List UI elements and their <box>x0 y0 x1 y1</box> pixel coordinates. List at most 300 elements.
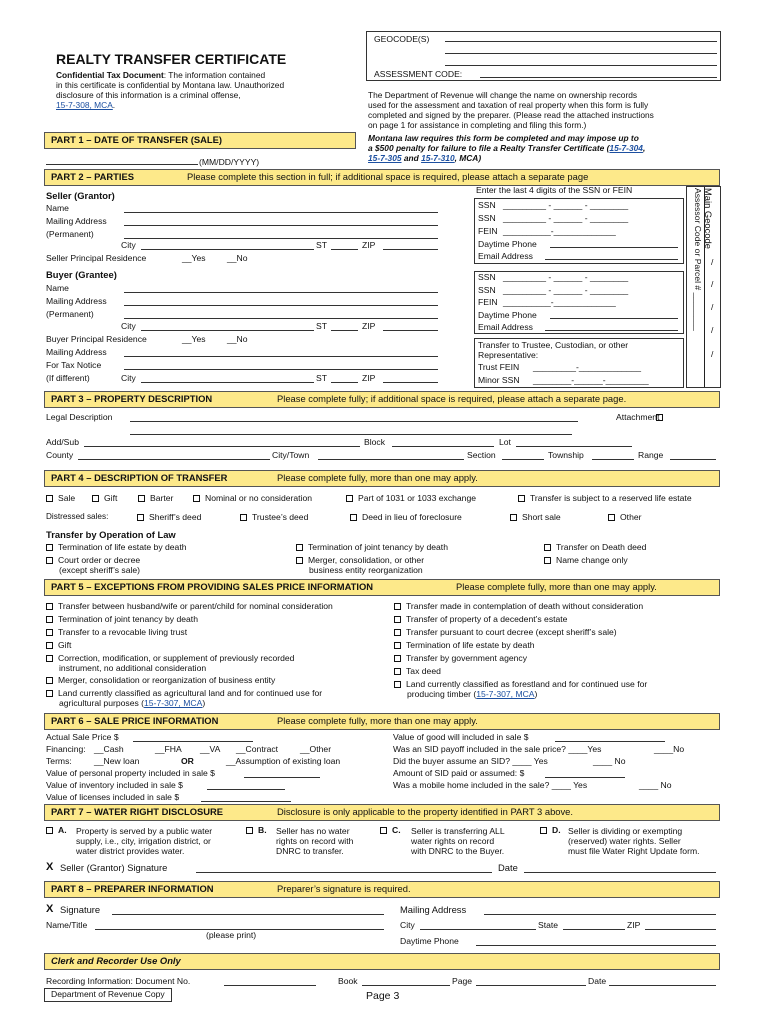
assessment-code-label: ASSESSMENT CODE: <box>374 69 463 79</box>
geocode-slash-5: / <box>711 349 714 359</box>
trustees-deed-option[interactable] <box>240 513 308 523</box>
distressed-sales-label: Distressed sales: <box>46 512 109 521</box>
preparer-state-label: State <box>538 920 559 930</box>
part6-header <box>44 713 720 730</box>
ex-decedent-estate-label: Transfer of property of a decedent’s estate <box>406 614 568 624</box>
block-field[interactable] <box>392 446 494 447</box>
op-merger-note: business entity reorganization <box>309 565 423 575</box>
preparer-city-field[interactable] <box>420 929 536 930</box>
op-tod-deed-label: Transfer on Death deed <box>556 542 647 552</box>
geocode-line-3[interactable] <box>445 65 717 66</box>
buyer-st-field[interactable] <box>331 330 358 331</box>
part2-header <box>44 169 720 186</box>
transfer-gift-option[interactable] <box>92 494 117 504</box>
statute-link-307-forest[interactable]: 15-7-307, MCA <box>476 689 535 699</box>
dor-text-1: The Department of Revenue will change the name on ownership records <box>368 90 638 100</box>
tax-st-field[interactable] <box>331 382 358 383</box>
mobile-home-label[interactable]: Was a mobile home included in the sale? ____ Yes <box>393 780 588 790</box>
op-name-change-option[interactable] <box>544 556 628 566</box>
water-d-letter: D. <box>552 825 561 835</box>
op-court-order-note: (except sheriff’s sale) <box>59 565 141 575</box>
clerk-date-field[interactable] <box>609 985 716 986</box>
other-distressed-label: Other <box>620 512 642 522</box>
personal-property-label: Value of personal property included in sale $ <box>46 768 215 778</box>
buyer-residence-yes[interactable]: __Yes <box>182 334 206 344</box>
part6-note: Please complete fully, more than one may apply. <box>277 715 478 726</box>
transfer-sale-option[interactable] <box>46 494 75 504</box>
water-b-letter: B. <box>258 825 267 835</box>
goodwill-label: Value of good will included in sale $ <box>393 732 529 742</box>
confidential-text-2: in this certificate is confidential by Montana law. Unauthorized <box>56 80 285 90</box>
recording-info-label: Recording Information: Document No. <box>46 976 191 986</box>
buyer-st-label: ST <box>316 321 327 331</box>
short-sale-label: Short sale <box>522 512 561 522</box>
mt-law-text-1: Montana law requires this form be completed and may impose up to <box>368 133 639 143</box>
geocode-slash-1: / <box>711 257 714 267</box>
legal-description-field-2[interactable] <box>130 434 572 435</box>
seller-name-label: Name <box>46 203 69 213</box>
attachment-checkbox[interactable] <box>656 413 668 423</box>
seller-city-field[interactable] <box>141 249 314 250</box>
water-d-line: must file Water Right Update form. <box>568 846 700 856</box>
county-field[interactable] <box>78 459 270 460</box>
township-label: Township <box>548 450 584 460</box>
seller-mailing-label: Mailing Address <box>46 216 107 226</box>
water-c-line: with DNRC to the Buyer. <box>411 846 505 856</box>
ex-court-decree-label: Transfer pursuant to court decree (except sheriff’s sale) <box>406 627 617 637</box>
statute-link-310[interactable]: 15-7-310 <box>421 153 455 163</box>
ex-tax-deed-option[interactable] <box>394 667 441 677</box>
water-d-option[interactable] <box>540 826 561 836</box>
date-format-label: (MM/DD/YYYY) <box>199 157 260 167</box>
op-joint-tenancy-option[interactable] <box>296 543 448 553</box>
ex-agricultural-note-text: agricultural purposes ( <box>59 698 145 708</box>
terms-or-label: OR <box>181 756 194 766</box>
deed-in-lieu-option[interactable] <box>350 513 462 523</box>
buyer-residence-label: Buyer Principal Residence <box>46 334 147 344</box>
transfer-life-estate-label: Transfer is subject to a reserved life estate <box>530 493 692 503</box>
assessment-code-field[interactable] <box>480 77 717 78</box>
statute-link-305[interactable]: 15-7-305 <box>368 153 402 163</box>
sid-payoff-label[interactable]: Was an SID payoff included in the sale price? ____Yes <box>393 744 602 754</box>
seller-sig-label: Seller (Grantor) Signature <box>60 862 168 873</box>
part5-note: Please complete fully, more than one may apply. <box>456 581 657 592</box>
buyer-permanent-label: (Permanent) <box>46 309 94 319</box>
part4-title: PART 4 – DESCRIPTION OF TRANSFER <box>51 472 228 483</box>
preparer-zip-field[interactable] <box>645 929 716 930</box>
page-number: Page 3 <box>366 990 400 1002</box>
buyer-ssn2-label: SSN <box>478 285 496 295</box>
tax-mailing-field-2[interactable] <box>124 369 438 370</box>
statute-link-307-ag[interactable]: 15-7-307, MCA <box>144 698 203 708</box>
actual-price-label: Actual Sale Price $ <box>46 732 119 742</box>
trustees-deed-label: Trustee’s deed <box>252 512 309 522</box>
water-d-text <box>568 826 700 856</box>
addsub-label: Add/Sub <box>46 437 79 447</box>
sid-payoff-no[interactable]: ____No <box>654 744 685 754</box>
transfer-date-field[interactable] <box>46 164 198 165</box>
ex-joint-tenancy-option[interactable] <box>46 615 198 625</box>
preparer-phone-field[interactable] <box>476 945 716 946</box>
terms-label: Terms: <box>46 756 72 766</box>
buyer-email-field[interactable] <box>545 330 678 331</box>
county-label: County <box>46 450 74 460</box>
water-b-option[interactable] <box>246 826 267 836</box>
part7-header <box>44 804 720 821</box>
tax-city-field[interactable] <box>141 382 314 383</box>
water-c-line: water rights on record <box>411 836 495 846</box>
seller-signature-field[interactable] <box>196 872 492 873</box>
ex-gift-label: Gift <box>58 640 72 650</box>
transfer-nominal-option[interactable] <box>193 494 312 504</box>
water-b-text <box>276 826 353 856</box>
confidential-notice: Confidential Tax Document: The information contained in this certificate is confidential by Montana law. Unauthorized disclosure of this information is a criminal offense, 15-7-308, MCA. <box>56 70 285 110</box>
ex-forestland-note-text: producing timber ( <box>407 689 477 699</box>
seller-email-label: Email Address <box>478 251 533 261</box>
minor-ssn-label: Minor SSN <box>478 375 520 385</box>
seller-mailing-field-2[interactable] <box>124 238 438 239</box>
ex-merger-label: Merger, consolidation or reorganization of business entity <box>58 675 276 685</box>
dor-text-2: used for the assessment and taxation of real property when this form is fully <box>368 100 649 110</box>
preparer-state-field[interactable] <box>563 929 625 930</box>
terms-assumption-option[interactable]: __Assumption of existing loan <box>226 756 341 766</box>
ex-government-option[interactable] <box>394 654 527 664</box>
seller-heading: Seller (Grantor) <box>46 190 115 201</box>
township-field[interactable] <box>592 459 634 460</box>
ex-forestland-label: Land currently classified as forestland and for continued use for <box>406 679 648 689</box>
preparer-phone-label: Daytime Phone <box>400 936 459 946</box>
ssn-fein-heading: Enter the last 4 digits of the SSN or FEIN <box>476 185 633 195</box>
operation-of-law-heading: Transfer by Operation of Law <box>46 529 176 540</box>
part4-header <box>44 470 720 487</box>
water-a-option[interactable] <box>46 826 67 836</box>
ex-court-decree-option[interactable] <box>394 628 617 638</box>
seller-email-field[interactable] <box>545 259 678 260</box>
mt-and: and <box>401 153 422 163</box>
preparer-mailing-label: Mailing Address <box>400 904 467 915</box>
transfer-life-estate-option[interactable] <box>518 494 692 504</box>
fin-va-option[interactable]: __VA <box>200 744 221 754</box>
buyer-phone-field[interactable] <box>550 318 678 319</box>
seller-ssn1-field[interactable]: _________ - ______ - ________ <box>503 200 629 210</box>
seller-phone-field[interactable] <box>550 247 678 248</box>
transfer-nominal-label: Nominal or no consideration <box>205 493 313 503</box>
statute-link-308[interactable]: 15-7-308, MCA <box>56 100 113 110</box>
dor-text-4: on page 1 for assistance in completing and filing this form.) <box>368 120 587 130</box>
book-field[interactable] <box>362 985 450 986</box>
tax-zip-label: ZIP <box>362 373 376 383</box>
ex-forestland-note: producing timber (15-7-307, MCA) <box>407 689 538 699</box>
part3-title: PART 3 – PROPERTY DESCRIPTION <box>51 393 213 404</box>
sid-amount-label: Amount of SID paid or assumed: $ <box>393 768 525 778</box>
ex-revocable-trust-label: Transfer to a revocable living trust <box>58 627 188 637</box>
part3-header <box>44 391 720 408</box>
preparer-sig-label: Signature <box>60 904 101 915</box>
buyer-ssn1-label: SSN <box>478 272 496 282</box>
seller-fein-label: FEIN <box>478 226 498 236</box>
buyer-ssn1-field[interactable]: _________ - ______ - ________ <box>503 272 629 282</box>
buyer-name-label: Name <box>46 283 69 293</box>
book-label: Book <box>338 976 358 986</box>
citytown-field[interactable] <box>318 459 464 460</box>
ex-husband-wife-option[interactable] <box>46 602 333 612</box>
water-d-line: (reserved) water rights. Seller <box>568 836 681 846</box>
geocodes-label: GEOCODE(S) <box>374 34 430 44</box>
water-d-line: Seller is dividing or exempting <box>568 826 683 836</box>
mt-mca: , MCA) <box>454 153 482 163</box>
financing-label: Financing: <box>46 744 86 754</box>
water-a-line: water district provides water. <box>76 846 185 856</box>
minor-ssn-field[interactable]: ________-______-_________ <box>533 375 649 385</box>
water-a-letter: A. <box>58 825 67 835</box>
water-c-letter: C. <box>392 825 401 835</box>
ex-agricultural-note: agricultural purposes (15-7-307, MCA) <box>59 698 206 708</box>
water-c-line: Seller is transferring ALL <box>411 826 505 836</box>
other-distressed-option[interactable] <box>608 513 642 523</box>
assessor-code-label: Assessor Code or Parcel # ________ <box>693 188 703 331</box>
geocode-slash-4: / <box>711 325 714 335</box>
seller-city-label: City <box>121 240 136 250</box>
preparer-city-label: City <box>400 920 415 930</box>
op-joint-tenancy-label: Termination of joint tenancy by death <box>308 542 448 552</box>
tax-mailing-field[interactable] <box>124 356 438 357</box>
lot-field[interactable] <box>516 446 632 447</box>
op-court-order-label: Court order or decree <box>58 555 141 565</box>
ex-husband-wife-label: Transfer between husband/wife or parent/child for nominal consideration <box>58 601 333 611</box>
montana-law-notice: Montana law requires this form be completed and may impose up to a $500 penalty for failure to file a Realty Transfer Certificate (15-7-304, 15-7-305 and 15-7-310, MCA) <box>368 133 646 163</box>
geocode-slash-3: / <box>711 302 714 312</box>
part3-note: Please complete fully; if additional space is required, please attach a separate page. <box>277 393 627 404</box>
block-label: Block <box>364 437 386 447</box>
dor-text-3: completed and signed by the preparer. (Please read the attached instructions <box>368 110 654 120</box>
sid-assume-label[interactable]: Did the buyer assume an SID? ____ Yes <box>393 756 548 766</box>
op-merger-label: Merger, consolidation, or other <box>308 555 425 565</box>
deed-in-lieu-label: Deed in lieu of foreclosure <box>362 512 462 522</box>
tax-notice-label: For Tax Notice <box>46 360 102 370</box>
transfer-1031-label: Part of 1031 or 1033 exchange <box>358 493 477 503</box>
water-c-text <box>411 826 505 856</box>
clerk-header <box>44 953 720 970</box>
ex-tax-deed-label: Tax deed <box>406 666 441 676</box>
seller-residence-label: Seller Principal Residence <box>46 253 147 263</box>
ex-correction-note: instrument, no additional consideration <box>59 663 207 673</box>
seller-zip-field[interactable] <box>383 249 438 250</box>
buyer-residence-no[interactable]: __No <box>227 334 248 344</box>
water-b-line: Seller has no water <box>276 826 350 836</box>
seller-sig-x: X <box>46 861 54 873</box>
sid-assume-no[interactable]: ____ No <box>593 756 626 766</box>
tax-city-label: City <box>121 373 136 383</box>
part6-title: PART 6 – SALE PRICE INFORMATION <box>51 715 219 726</box>
part5-header <box>44 579 720 596</box>
op-life-estate-label: Termination of life estate by death <box>58 542 187 552</box>
ex-correction-label: Correction, modification, or supplement of previously recorded <box>58 653 295 663</box>
tax-different-label: (If different) <box>46 373 90 383</box>
seller-ssn2-label: SSN <box>478 213 496 223</box>
legal-description-label: Legal Description <box>46 412 113 422</box>
goodwill-field[interactable] <box>555 741 665 742</box>
geocode-slash-2: / <box>711 279 714 289</box>
part7-note: Disclosure is only applicable to the property identified in PART 3 above. <box>277 806 573 817</box>
personal-property-field[interactable] <box>244 777 320 778</box>
dor-copy-label: Department of Revenue Copy <box>44 988 172 1002</box>
name-title-label: Name/Title <box>46 920 88 930</box>
clerk-title: Clerk and Recorder Use Only <box>51 955 181 966</box>
water-a-text <box>76 826 212 856</box>
transfer-sale-label: Sale <box>58 493 76 503</box>
ex-joint-tenancy-label: Termination of joint tenancy by death <box>58 614 198 624</box>
sheriffs-deed-option[interactable] <box>137 513 201 523</box>
legal-description-field[interactable] <box>130 421 578 422</box>
range-field[interactable] <box>670 459 716 460</box>
preparer-signature-field[interactable] <box>112 914 384 915</box>
page-field-label: Page <box>452 976 473 986</box>
buyer-city-label: City <box>121 321 136 331</box>
buyer-mailing-field[interactable] <box>124 305 438 306</box>
tax-mailing-label: Mailing Address <box>46 347 107 357</box>
fin-cash-option[interactable]: __Cash <box>94 744 124 754</box>
transfer-gift-label: Gift <box>104 493 118 503</box>
ex-contemplation-death-label: Transfer made in contemplation of death without consideration <box>406 601 644 611</box>
dor-notice <box>368 90 654 130</box>
tax-st-label: ST <box>316 373 327 383</box>
ex-contemplation-death-option[interactable] <box>394 602 643 612</box>
seller-ssn2-field[interactable]: _________ - ______ - ________ <box>503 213 629 223</box>
confidential-text-3: disclosure of this information is a criminal offense, <box>56 90 241 100</box>
statute-link-304[interactable]: 15-7-304 <box>609 143 643 153</box>
licenses-label: Value of licenses included in sale $ <box>46 792 180 802</box>
transfer-1031-option[interactable] <box>346 494 476 504</box>
seller-fein-field[interactable]: __________-_____________ <box>503 226 616 236</box>
page-field[interactable] <box>476 985 586 986</box>
trust-fein-field[interactable]: _________-_____________ <box>533 362 642 372</box>
water-a-line: supply, i.e., city, irrigation district, or <box>76 836 211 846</box>
seller-st-field[interactable] <box>331 249 358 250</box>
op-tod-deed-option[interactable] <box>544 543 646 553</box>
licenses-field[interactable] <box>201 801 291 802</box>
buyer-mailing-label: Mailing Address <box>46 296 107 306</box>
ex-decedent-estate-option[interactable] <box>394 615 567 625</box>
buyer-email-label: Email Address <box>478 322 533 332</box>
fin-contract-option[interactable]: __Contract <box>236 744 279 754</box>
attachment-label: Attachment <box>616 412 660 422</box>
op-life-estate-option[interactable] <box>46 543 187 553</box>
confidential-heading: Confidential Tax Document <box>56 70 164 80</box>
ex-merger-option[interactable] <box>46 676 275 686</box>
seller-residence-no[interactable]: __No <box>227 253 248 263</box>
citytown-label: City/Town <box>272 450 310 460</box>
water-c-option[interactable] <box>380 826 401 836</box>
water-b-line: DNRC to transfer. <box>276 846 344 856</box>
mobile-home-no[interactable]: ____ No <box>639 780 672 790</box>
buyer-zip-field[interactable] <box>383 330 438 331</box>
ex-life-estate-option[interactable] <box>394 641 535 651</box>
buyer-zip-label: ZIP <box>362 321 376 331</box>
buyer-fein-label: FEIN <box>478 297 498 307</box>
actual-price-field[interactable] <box>133 741 253 742</box>
part8-note: Preparer’s signature is required. <box>277 883 411 894</box>
preparer-mailing-field[interactable] <box>484 914 716 915</box>
part4-note: Please complete fully, more than one may apply. <box>277 472 478 483</box>
preparer-sig-x: X <box>46 903 54 915</box>
seller-date-field[interactable] <box>524 872 716 873</box>
form-title: REALTY TRANSFER CERTIFICATE <box>56 51 287 67</box>
seller-residence-yes[interactable]: __Yes <box>182 253 206 263</box>
seller-zip-label: ZIP <box>362 240 376 250</box>
tax-zip-field[interactable] <box>383 382 438 383</box>
part5-title: PART 5 – EXCEPTIONS FROM PROVIDING SALES PRICE INFORMATION <box>51 581 374 592</box>
buyer-fein-field[interactable]: __________-_____________ <box>503 297 616 307</box>
fin-fha-option[interactable]: __FHA <box>155 744 182 754</box>
seller-st-label: ST <box>316 240 327 250</box>
section-label: Section <box>467 450 496 460</box>
sheriffs-deed-label: Sheriff’s deed <box>149 512 202 522</box>
assessor-code-text: Assessor Code or Parcel # <box>693 188 703 291</box>
addsub-field[interactable] <box>84 446 360 447</box>
inventory-field[interactable] <box>207 789 285 790</box>
buyer-heading: Buyer (Grantee) <box>46 269 117 280</box>
seller-ssn1-label: SSN <box>478 200 496 210</box>
buyer-phone-label: Daytime Phone <box>478 310 537 320</box>
mt-law-text-2: a $500 penalty for failure to file a Realty Transfer Certificate ( <box>368 143 610 153</box>
document-no-field[interactable] <box>224 985 316 986</box>
water-a-line: Property is served by a public water <box>76 826 213 836</box>
buyer-mailing-field-2[interactable] <box>124 318 438 319</box>
geocode-line-1[interactable] <box>445 41 717 42</box>
ex-revocable-trust-option[interactable] <box>46 628 187 638</box>
transfer-barter-label: Barter <box>150 493 174 503</box>
ex-life-estate-label: Termination of life estate by death <box>406 640 535 650</box>
short-sale-option[interactable] <box>510 513 561 523</box>
buyer-name-field[interactable] <box>124 292 438 293</box>
op-name-change-label: Name change only <box>556 555 628 565</box>
seller-phone-label: Daytime Phone <box>478 239 537 249</box>
part7-title: PART 7 – WATER RIGHT DISCLOSURE <box>51 806 224 817</box>
section-field[interactable] <box>502 459 544 460</box>
please-print-label: (please print) <box>206 930 257 940</box>
terms-new-loan-option[interactable]: __New loan <box>94 756 140 766</box>
seller-name-field[interactable] <box>124 212 438 213</box>
geocode-line-2[interactable] <box>445 53 717 54</box>
preparer-zip-label: ZIP <box>627 920 641 930</box>
seller-date-label: Date <box>498 862 518 873</box>
buyer-ssn2-field[interactable]: _________ - ______ - ________ <box>503 285 629 295</box>
main-geocode-label: Main Geocode <box>703 188 714 249</box>
water-b-line: rights on record with <box>276 836 354 846</box>
part8-title: PART 8 – PREPARER INFORMATION <box>51 883 214 894</box>
ex-agricultural-label: Land currently classified as agricultural land and for continued use for <box>58 688 323 698</box>
trust-fein-label: Trust FEIN <box>478 362 520 372</box>
range-label: Range <box>638 450 664 460</box>
lot-label: Lot <box>499 437 511 447</box>
sid-amount-field[interactable] <box>545 777 625 778</box>
transfer-barter-option[interactable] <box>138 494 173 504</box>
confidential-text-1: : The information contained <box>163 70 266 80</box>
part8-header <box>44 881 720 898</box>
seller-mailing-field[interactable] <box>124 225 438 226</box>
seller-permanent-label: (Permanent) <box>46 229 94 239</box>
ex-government-label: Transfer by government agency <box>406 653 528 663</box>
ex-gift-option[interactable] <box>46 641 71 651</box>
part2-title: PART 2 – PARTIES <box>51 171 134 182</box>
trustee-label-1: Transfer to Trustee, Custodian, or other <box>478 340 629 350</box>
buyer-city-field[interactable] <box>141 330 314 331</box>
trustee-label-2: Representative: <box>478 350 539 360</box>
inventory-label: Value of inventory included in sale $ <box>46 780 183 790</box>
fin-other-option[interactable]: __Other <box>300 744 332 754</box>
part1-header <box>44 132 356 149</box>
part1-title: PART 1 – DATE OF TRANSFER (SALE) <box>51 134 223 145</box>
